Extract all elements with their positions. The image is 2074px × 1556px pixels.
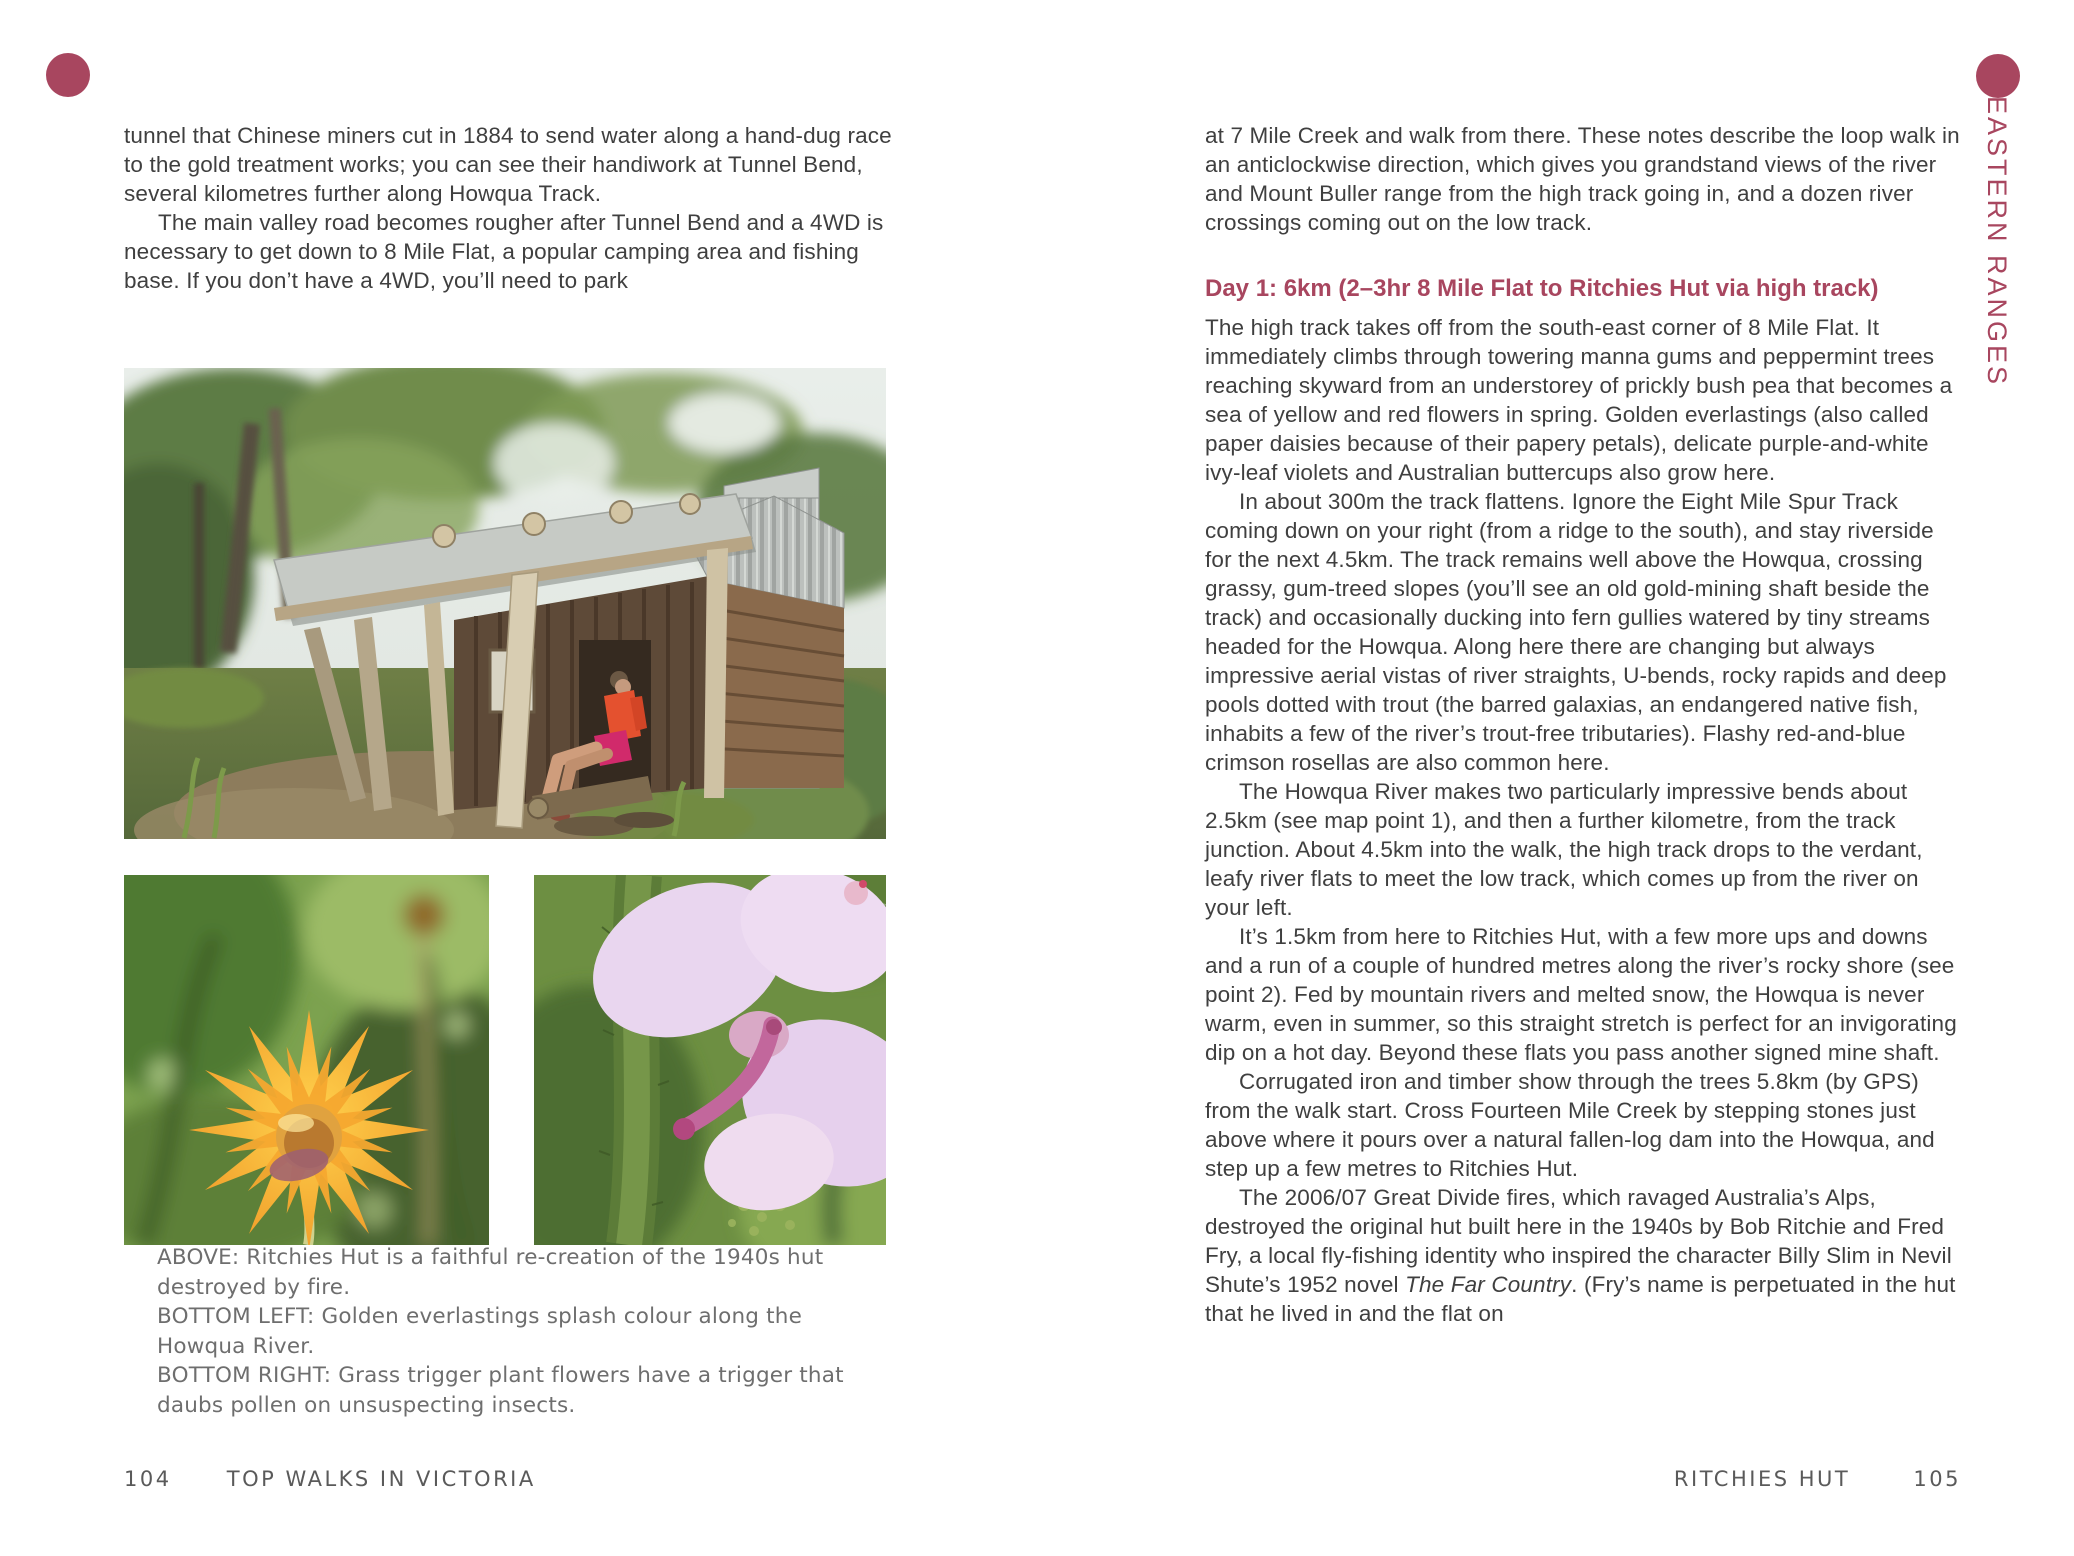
golden-everlasting-photo <box>124 875 489 1245</box>
paragraph: at 7 Mile Creek and walk from there. These notes describe the loop walk in an anticlockwise direction, which gives you grandstand views of the river and Mount Buller range from the high track going in, and a dozen river crossings coming out on the low track. <box>1205 123 1960 235</box>
chapter-dot-right <box>1976 54 2020 98</box>
left-footer <box>124 1467 536 1491</box>
chapter-title-footer: RITCHIES HUT <box>1673 1467 1851 1491</box>
page-number-right: 105 <box>1913 1467 1961 1491</box>
paragraph-text: . (Fry’s name is perpetuated in the hut that he lived in and the flat on <box>1205 1272 1956 1326</box>
caption-bottom-left: BOTTOM LEFT: Golden everlastings splash colour along the Howqua River. <box>157 1304 803 1359</box>
golden-everlasting-illustration <box>124 875 489 1245</box>
day-heading: Day 1: 6km (2–3hr 8 Mile Flat to Ritchies Hut via high track) <box>1205 275 1879 302</box>
book-title-footer: TOP WALKS IN VICTORIA <box>226 1467 536 1491</box>
paragraph: The main valley road becomes rougher after Tunnel Bend and a 4WD is necessary to get down to 8 Mile Flat, a popular camping area and fishing base. If you don’t have a 4WD, you’ll need to park <box>124 210 884 293</box>
section-tab-eastern-ranges: EASTERN RANGES <box>1982 96 2012 388</box>
caption-above: ABOVE: Ritchies Hut is a faithful re-creation of the 1940s hut destroyed by fire. <box>157 1245 824 1300</box>
ritchies-hut-photo <box>124 368 886 839</box>
paragraph: The Howqua River makes two particularly impressive bends about 2.5km (see map point 1), and then a further kilometre, from the track junction. About 4.5km into the walk, the high track drops to the verdant, leafy river flats to meet the low track, which comes up from the river on your left. <box>1205 779 1923 920</box>
chapter-dot-left <box>46 53 90 97</box>
paragraph: Corrugated iron and timber show through the trees 5.8km (by GPS) from the walk start. Cross Fourteen Mile Creek by stepping stones just above where it pours over a natural fallen-log dam into the Howqua, and step up a few metres to Ritchies Hut. <box>1205 1069 1935 1181</box>
page-number-left: 104 <box>124 1467 172 1491</box>
right-page-text <box>1205 121 1961 1328</box>
novel-title-italic: The Far Country <box>1405 1272 1572 1297</box>
photo-captions <box>157 1243 857 1420</box>
caption-bottom-right: BOTTOM RIGHT: Grass trigger plant flowers have a trigger that daubs pollen on unsuspecting insects. <box>157 1363 844 1418</box>
paragraph: It’s 1.5km from here to Ritchies Hut, with a few more ups and downs and a run of a couple of hundred metres along the river’s rocky shore (see point 2). Fed by mountain rivers and melted snow, the Howqua is never warm, even in summer, so this straight stretch is perfect for an invigorating dip on a hot day. Beyond these flats you pass another signed mine shaft. <box>1205 924 1957 1065</box>
trigger-plant-illustration <box>534 875 886 1245</box>
paragraph-text: The 2006/07 Great Divide fires, which ravaged Australia’s Alps, destroyed the original hut built here in the 1940s by Bob Ritchie and Fred Fry, a local fly-fishing identity who inspired the character Billy Slim in Nevil Shute’s 1952 novel <box>1205 1185 1952 1297</box>
trigger-plant-photo <box>534 875 886 1245</box>
paragraph: The high track takes off from the south-east corner of 8 Mile Flat. It immediately climbs through towering manna gums and peppermint trees reaching skyward from an understorey of prickly bush pea that becomes a sea of yellow and red flowers in spring. Golden everlastings (also called paper daisies because of their papery petals), delicate purple-and-white ivy-leaf violets and Australian buttercups also grow here. <box>1205 315 1953 485</box>
left-page-text <box>124 121 896 295</box>
paragraph: tunnel that Chinese miners cut in 1884 to send water along a hand-dug race to the gold treatment works; you can see their handiwork at Tunnel Bend, several kilometres further along Howqua Track. <box>124 123 892 206</box>
hut-photo-illustration <box>124 368 886 839</box>
right-footer <box>1205 1467 1961 1491</box>
paragraph: In about 300m the track flattens. Ignore the Eight Mile Spur Track coming down on your right (from a ridge to the south), and stay riverside for the next 4.5km. The track remains well above the Howqua, crossing grassy, gum-treed slopes (you’ll see an old gold-mining shaft beside the track) and occasionally ducking into fern gullies watered by tiny streams headed for the Howqua. Along here there are changing but always impressive aerial vistas of river straights, U-bends, rocky rapids and deep pools dotted with trout (the barred galaxias, an endangered native fish, inhabits a few of the river’s trout-free tributaries). Flashy red-and-blue crimson rosellas are also common here. <box>1205 489 1947 775</box>
paragraph <box>1205 1183 1961 1328</box>
